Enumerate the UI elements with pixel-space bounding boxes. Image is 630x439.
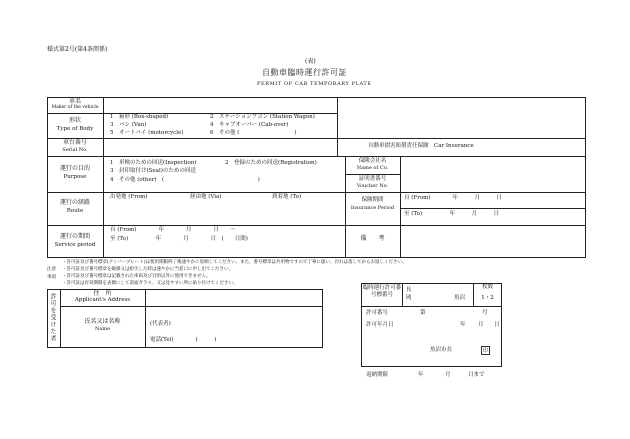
address-label: 住 所	[93, 290, 112, 297]
remarks-label: 備 考	[360, 235, 385, 242]
permit-date-year: 年	[460, 322, 466, 328]
return-month: 月	[445, 372, 451, 378]
insurance-to: 至 (To) 年 月 日	[404, 211, 500, 217]
note-line-2: ・許可証及び番号標章を破損又は紛失した時は速やかに当窓口に申し出てください。	[62, 267, 233, 272]
notes-heading: 注意	[47, 267, 56, 272]
serial-label: 車台番号	[62, 139, 87, 146]
purpose-option-1: 1 車検のための回送(Inspection)	[110, 160, 197, 166]
count-value: 1・2	[481, 295, 494, 301]
office-name: 魚沼	[454, 295, 466, 301]
body-option-1: 1 箱形 (Box-shaped)	[110, 114, 169, 120]
insurance-period-label: 保険期間	[361, 197, 384, 203]
purpose-label: 運行の目的	[59, 165, 90, 172]
service-to: 至 (To) 年 月 日 ( 日間)	[110, 236, 248, 242]
note-line-3: ・許可証及び番号標章は記載された車両及び目的以外に使用できません。	[62, 274, 211, 279]
route-to: 到着地 (To)	[272, 194, 302, 200]
note-line-1: ・許可証及び番号標章(ナンバープレート)は使用期限終了後速やかに返納してください。また、番号標章は共用物ですので丁寧に扱い、汚れは落してからお返しください。	[62, 260, 407, 265]
maker-label: 車名	[68, 98, 81, 105]
applicant-side-label: 許可を受けた者	[49, 293, 56, 342]
route-label: 運行の経路	[59, 199, 90, 206]
purpose-label-en: Purpose	[63, 174, 87, 180]
body-option-2: 2 ステーションワゴン (Station Wagon)	[210, 114, 315, 120]
mayor-label: 魚沼市長	[430, 347, 453, 353]
plate-number-label: 臨時運行許可番号標番号	[362, 285, 402, 298]
serial-label-en: Serial No.	[62, 147, 88, 153]
notes-heading-2: 事項	[47, 275, 56, 280]
name-label: 氏名又は名称	[84, 318, 121, 325]
front-side-mark: (表)	[305, 58, 316, 65]
purpose-option-2: 2 登録のための回送(Registration)	[225, 160, 317, 166]
official-seal-mark: 印	[482, 348, 488, 354]
body-type-label-en: Type of Body	[56, 126, 94, 132]
page-title: 自動車臨時運行許可証	[262, 68, 347, 77]
chief-mark: 長	[406, 287, 412, 293]
voucher-label-en: Voucher No.	[356, 183, 389, 189]
permit-date-day: 日	[494, 322, 500, 328]
permit-number-prefix: 第	[420, 310, 426, 316]
company-label-en: Name of Co.	[356, 165, 389, 171]
purpose-option-3: 3 封印取付け(Seal)のための回送	[110, 168, 196, 174]
route-via: 経由地 (Via)	[190, 194, 222, 200]
service-period-label-en: Service period	[54, 242, 96, 248]
service-from: 自 (From) 年 月 日 ～	[110, 227, 236, 233]
route-label-en: Route	[66, 208, 84, 214]
address-label-en: Applicant's Address	[74, 297, 131, 303]
body-option-3: 3 バン (Van)	[110, 122, 147, 128]
insurance-label: 自動車損害賠償責任保険 Car Insurance	[368, 143, 474, 149]
return-deadline-label: 返納期限	[366, 372, 389, 378]
voucher-label: 証明書番号	[358, 176, 387, 182]
page-title-en: PERMIT OF CAR TEMPORARY PLATE	[257, 81, 372, 87]
service-period-label: 運行の期間	[59, 233, 90, 240]
body-option-6: 6 その他 ( )	[210, 130, 297, 136]
body-type-label: 形状	[68, 117, 81, 124]
sealed-mark: 岡	[406, 295, 412, 301]
phone-label: 電話(Tel) ( )	[150, 337, 217, 343]
permit-date-month: 月	[478, 322, 484, 328]
maker-label-en: Maker of the vehicle	[51, 105, 99, 110]
permit-date-label: 許可年月日	[366, 322, 394, 328]
permit-number-label: 許可番号	[366, 310, 389, 316]
body-option-4: 4 キャブオーバー (Cab-over)	[210, 122, 289, 128]
return-year: 年	[418, 372, 424, 378]
route-from: 出発地 (From)	[110, 194, 148, 200]
representative-label: (代表者)	[150, 321, 171, 327]
return-day: 日まで	[468, 372, 485, 378]
permit-number-suffix: 号	[482, 310, 488, 316]
insurance-from: 自 (From) 年 月 日	[404, 195, 503, 201]
name-label-en: Name	[94, 326, 111, 332]
company-label: 保険会社名	[358, 158, 387, 164]
note-line-4: ・許可証は有効期限を表側にして前面ガラス、又は見やすい所に貼り付けてください。	[62, 281, 238, 286]
count-label: 枚数	[481, 284, 493, 290]
insurance-period-label-en: Insurance Period	[350, 205, 395, 211]
body-option-5: 5 オートバイ (motorcycle)	[110, 130, 184, 136]
purpose-option-4: 4 その他 (other) ( )	[110, 177, 260, 183]
form-number: 様式第2号(第4条関係)	[47, 46, 108, 53]
